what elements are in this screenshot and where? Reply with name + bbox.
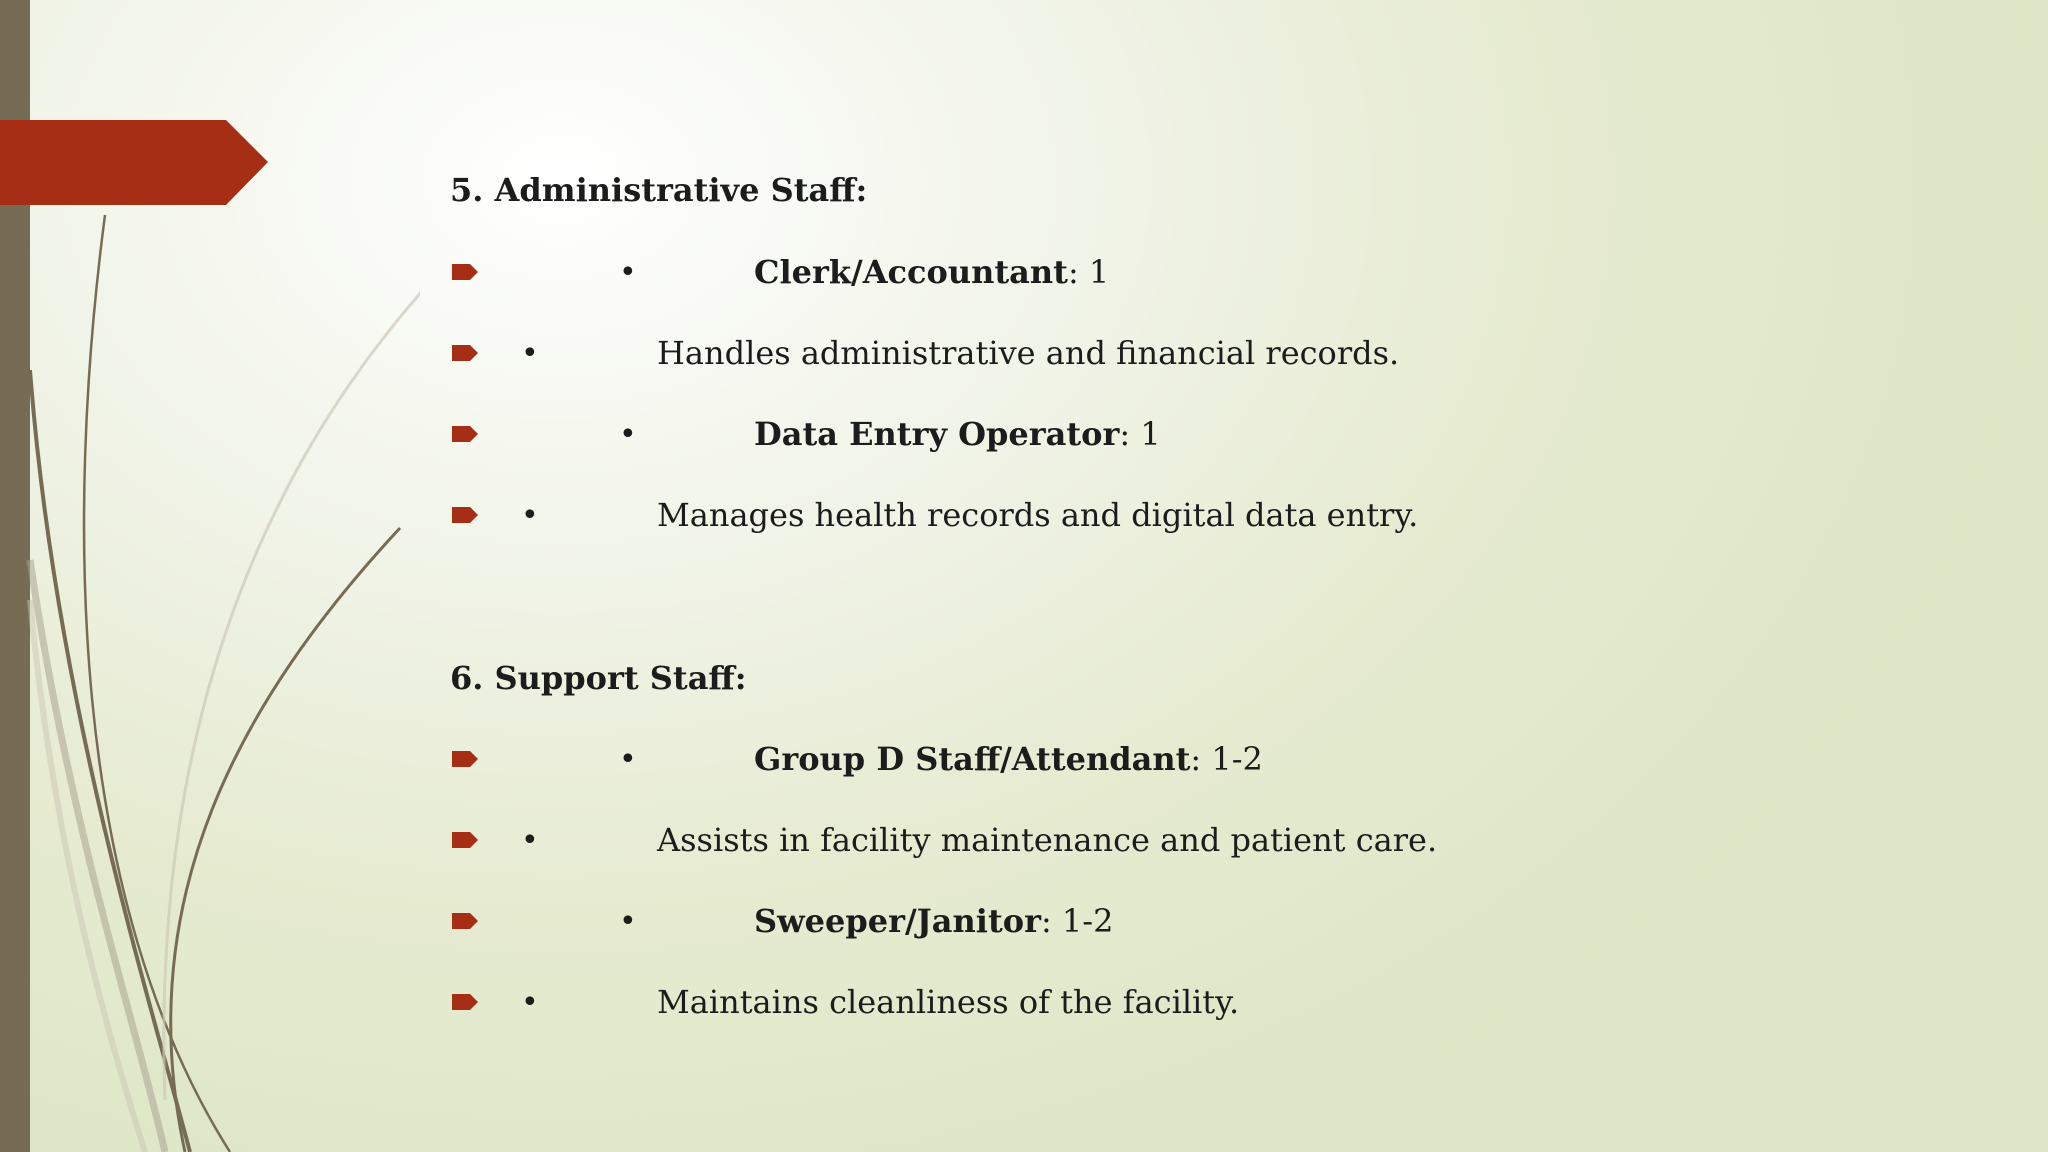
bullet-dot: • xyxy=(619,904,637,939)
item-text xyxy=(754,881,1113,962)
item-description: Handles administrative and financial records. xyxy=(657,334,1400,372)
bullet-dot: • xyxy=(619,417,637,452)
list-item xyxy=(0,881,2048,962)
section-heading-administrative: 5. Administrative Staff: xyxy=(450,171,868,209)
item-description: Assists in facility maintenance and patient care. xyxy=(657,821,1438,859)
list-item xyxy=(0,475,2048,556)
list-item xyxy=(0,232,2048,313)
arrow-bullet-icon xyxy=(452,913,478,929)
item-description: Maintains cleanliness of the facility. xyxy=(657,983,1240,1021)
arrow-bullet-icon xyxy=(452,264,478,280)
item-value: : 1 xyxy=(1067,253,1110,291)
bullet-dot: • xyxy=(521,823,539,858)
list-item xyxy=(0,719,2048,800)
list-item xyxy=(0,962,2048,1043)
item-description: Manages health records and digital data entry. xyxy=(657,496,1419,534)
arrow-bullet-icon xyxy=(452,426,478,442)
bullet-dot: • xyxy=(521,336,539,371)
section-heading-support: 6. Support Staff: xyxy=(450,659,747,697)
item-value: : 1-2 xyxy=(1190,740,1263,778)
list-item xyxy=(0,800,2048,881)
bullet-dot: • xyxy=(521,985,539,1020)
arrow-bullet-icon xyxy=(452,751,478,767)
item-label: Clerk/Accountant xyxy=(754,253,1068,291)
list-item xyxy=(0,394,2048,475)
red-title-tab xyxy=(0,120,268,205)
bullet-dot: • xyxy=(619,742,637,777)
item-label: Sweeper/Janitor xyxy=(754,902,1041,940)
item-text xyxy=(754,394,1161,475)
bullet-dot: • xyxy=(521,498,539,533)
arrow-bullet-icon xyxy=(452,832,478,848)
item-value: : 1-2 xyxy=(1040,902,1114,940)
item-text xyxy=(754,232,1109,313)
item-label: Group D Staff/Attendant xyxy=(754,740,1191,778)
arrow-bullet-icon xyxy=(452,345,478,361)
arrow-bullet-icon xyxy=(452,507,478,523)
bullet-dot: • xyxy=(619,255,637,290)
item-label: Data Entry Operator xyxy=(754,415,1120,453)
list-item xyxy=(0,313,2048,394)
item-value: : 1 xyxy=(1119,415,1161,453)
arrow-bullet-icon xyxy=(452,994,478,1010)
item-text xyxy=(754,719,1263,800)
